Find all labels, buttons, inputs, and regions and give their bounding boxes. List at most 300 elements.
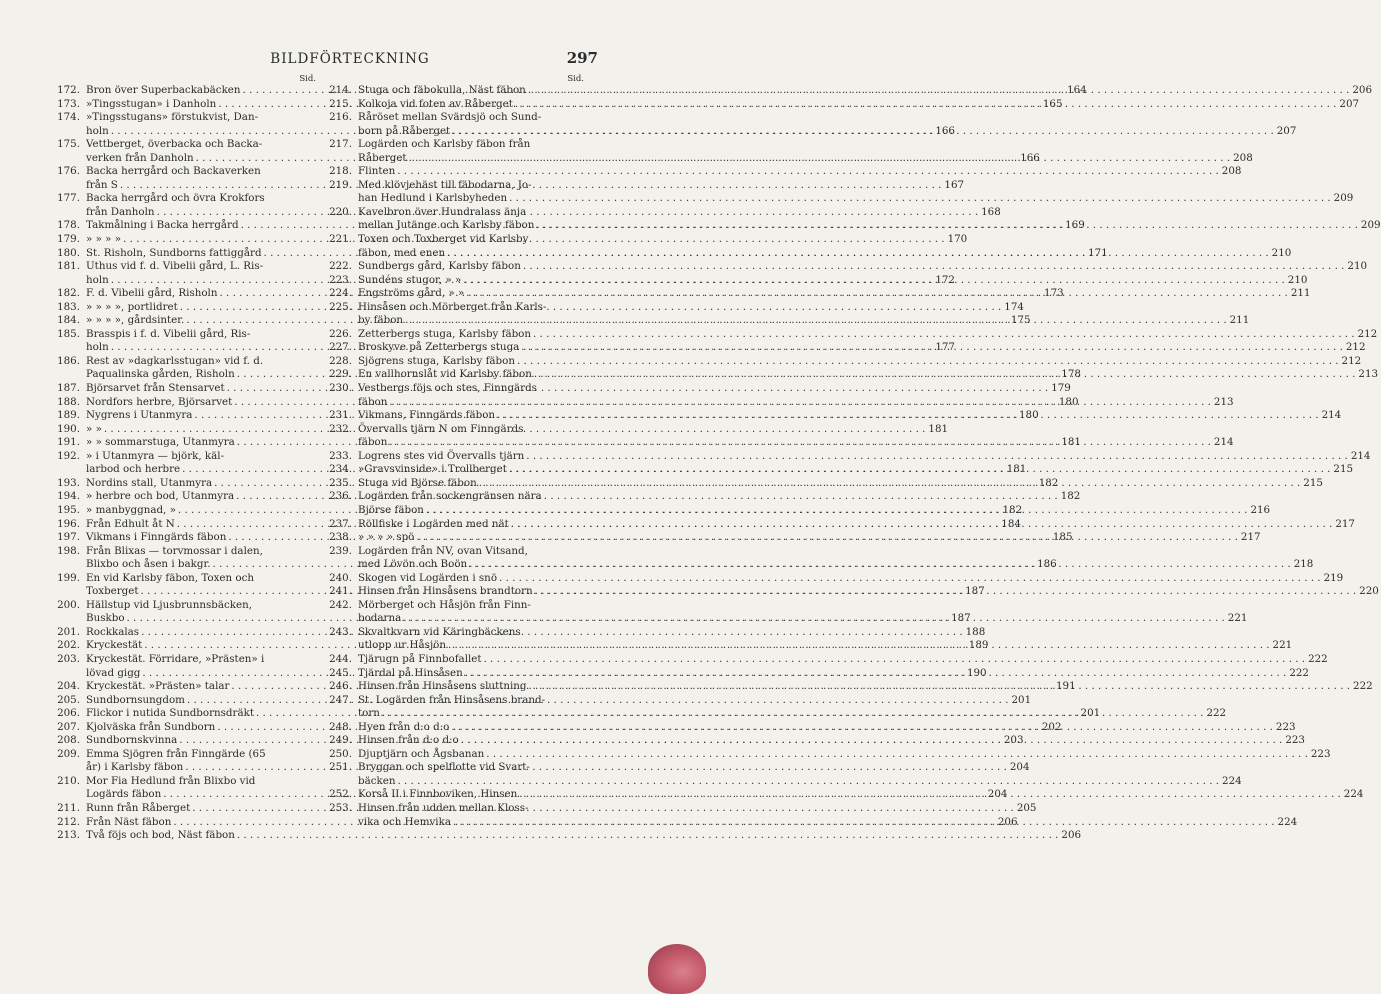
entry-number: 183.: [57, 300, 80, 313]
dot-leader: [395, 165, 1219, 179]
entry-text: verken från Danholn: [86, 151, 194, 164]
entry-page: 203: [1003, 734, 1024, 747]
entry-page: 224: [1343, 788, 1364, 801]
entry-page: 222: [1353, 680, 1373, 693]
entry-number: 172.: [57, 84, 80, 96]
entry-number: 178.: [57, 219, 80, 232]
entry-page: 223: [1275, 720, 1296, 733]
entry-text: Vikmans, Finngärds fäbon: [358, 409, 496, 422]
entry-number: 175.: [57, 138, 80, 151]
entry-text: Backa herrgård och Backaverken: [86, 165, 261, 178]
dot-leader: [183, 761, 1007, 775]
entry-number: 203.: [57, 652, 80, 665]
list-item: [329, 327, 1378, 342]
entry-text: Kryckestät. Förridare, »Prästen» i: [86, 652, 265, 665]
entry-number: 207.: [57, 720, 80, 733]
entry-page: 212: [1357, 327, 1378, 340]
entry-text: Skvaltkvarn vid Käringbäckens: [358, 625, 521, 638]
entry-page: 204: [1009, 761, 1030, 774]
entry-page: 213: [1213, 395, 1234, 408]
entry-number: 189.: [57, 409, 80, 422]
entry-page: 175: [1010, 314, 1031, 327]
entry-number: 213.: [57, 829, 80, 842]
entry-number: 230.: [329, 382, 352, 395]
entry-page: 182: [1002, 503, 1023, 516]
dot-leader: [450, 125, 1274, 139]
entry-number: 246.: [329, 680, 352, 693]
entry-page: 222: [1289, 666, 1309, 679]
entry-text: Brasspis i f. d. Vibelii gård, Ris-: [86, 327, 251, 340]
entry-number: 176.: [57, 165, 80, 178]
entry-text: Logärds fäbon: [86, 788, 162, 801]
entry-text: Björsarvet från Stensarvet: [86, 382, 225, 395]
entry-number: 219.: [329, 178, 352, 191]
entry-page: 224: [1277, 815, 1298, 828]
entry-number: 177.: [57, 192, 80, 205]
entry-text: Backa herrgård och övra Krokfors: [86, 192, 265, 205]
entry-number: 192.: [57, 449, 80, 462]
dot-leader: [185, 694, 1009, 708]
page-title: BILDFÖRTECKNING: [270, 51, 430, 67]
dot-leader: [446, 639, 1270, 653]
entry-number: 191.: [57, 436, 80, 449]
entry-number: 212.: [57, 815, 80, 828]
entry-number: 226.: [329, 327, 352, 340]
entry-text: Kryckestät: [86, 639, 143, 652]
entry-number: 211.: [57, 801, 80, 814]
entry-text: larbod och herbre: [86, 463, 181, 476]
entry-text: Uthus vid f. d. Vibelii gård, L. Ris-: [86, 260, 264, 273]
entry-page: 215: [1303, 476, 1323, 489]
entry-text: » » » » spö: [358, 531, 415, 544]
entry-text: » » » », portlidret: [86, 300, 178, 313]
entry-number: 223.: [329, 273, 352, 286]
entry-number: 251.: [329, 761, 352, 774]
entry-number: 253.: [329, 801, 352, 814]
entry-number: 174.: [57, 111, 80, 124]
entry-number: 195.: [57, 503, 80, 516]
entry-page: 201: [1011, 693, 1032, 706]
entry-page: 180: [1018, 409, 1039, 422]
entry-number: 215.: [329, 97, 352, 110]
entry-number: 229.: [329, 368, 352, 381]
entry-text: fäbon, med enen: [358, 246, 446, 259]
entry-text: Vikmans i Finngärds fäbon: [86, 531, 227, 544]
entry-page: 207: [1339, 97, 1360, 110]
entry-page: 187: [965, 585, 985, 598]
entry-page: 169: [1065, 219, 1085, 232]
entry-page: 211: [1229, 314, 1250, 327]
entry-page: 215: [1333, 463, 1354, 476]
entry-number: 182.: [57, 287, 80, 300]
entry-number: 194.: [57, 490, 80, 503]
entry-number: 235.: [329, 476, 352, 489]
entry-text: Kjolväska från Sundborn: [86, 720, 216, 733]
entry-page: 214: [1213, 436, 1234, 449]
entry-text: Logärden från sockengränsen nära: [358, 490, 542, 503]
entry-text: Korså II i Finnboviken, Hinsen: [358, 788, 518, 801]
entry-number: 238.: [329, 531, 352, 544]
entry-page: 180: [1058, 395, 1079, 408]
entry-page: 178: [1061, 368, 1081, 381]
entry-number: 244.: [329, 652, 352, 665]
entry-number: 210.: [57, 774, 80, 787]
entry-text: Djuptjärn och Ågsbanan: [358, 747, 485, 760]
entry-page: 181: [928, 422, 949, 435]
entry-text: Mor Fia Hedlund från Blixbo vid: [86, 774, 256, 787]
entry-text: Skogen vid Logärden i snö: [358, 571, 498, 584]
entry-text: »Gravsvinside» i Trollberget: [358, 463, 507, 476]
entry-text: » »: [86, 422, 102, 435]
entry-text: Röllfiske i Logärden med nät: [358, 517, 509, 530]
entry-page: 210: [1347, 260, 1368, 273]
entry-text: Övervalls tjärn N om Finngärds: [358, 422, 524, 435]
entry-number: 173.: [57, 97, 80, 110]
entry-text: Sundbornsungdom: [86, 693, 185, 706]
entry-text: Zetterbergs stuga, Karlsby fäbon: [358, 327, 532, 340]
dot-leader: [477, 477, 1301, 491]
list-item: [329, 165, 1242, 179]
list-item: [329, 571, 1344, 586]
entry-text: vika och Hemvika: [358, 815, 451, 828]
dot-leader: [407, 152, 1231, 166]
entry-text: St. Risholn, Sundborns fattiggård: [86, 246, 262, 259]
entry-number: 181.: [57, 260, 80, 273]
dot-leader: [532, 368, 1356, 382]
dot-leader: [484, 748, 1308, 762]
entry-text: » manbyggnad, »: [86, 503, 176, 516]
entry-text: Kolkoja vid foten av Råberget: [358, 97, 513, 110]
dot-leader: [380, 707, 1204, 721]
entry-page: 219: [1323, 571, 1344, 584]
entry-text: St. Logärden från Hinsåsens brand-: [358, 693, 546, 706]
dot-leader: [414, 531, 1238, 545]
entry-text: Nordins stall, Utanmyra: [86, 476, 213, 489]
entry-text: Toxen och Toxberget vid Karlsby: [358, 233, 529, 246]
entry-number: 186.: [57, 354, 80, 367]
entry-text: Hinsen från d:o d:o: [358, 734, 459, 747]
entry-number: 243.: [329, 625, 352, 638]
entry-page: 173: [1044, 287, 1064, 300]
entry-text: Sjögrens stuga, Karlsby fäbon: [358, 354, 515, 367]
entry-page: 212: [1345, 341, 1366, 354]
entry-page: 210: [1271, 246, 1292, 259]
entry-text: mellan Jutänge och Karlsby fäbon: [358, 219, 535, 232]
dot-leader: [507, 192, 1331, 206]
entry-number: 205.: [57, 693, 80, 706]
entry-text: Logärden från NV, ovan Vitsand,: [358, 544, 528, 557]
entry-number: 247.: [329, 693, 352, 706]
entry-number: 179.: [57, 233, 80, 246]
entry-text: Björse fäbon: [358, 503, 424, 516]
page-number: 297: [566, 49, 598, 67]
entry-number: 234.: [329, 463, 352, 476]
dot-leader: [424, 504, 1248, 518]
entry-text: utlopp ur Håsjön: [358, 639, 446, 652]
entry-text: lövad gigg: [86, 666, 141, 679]
entry-text: F. d. Vibelii gård, Risholn: [86, 287, 218, 300]
dot-leader: [387, 436, 1211, 450]
entry-page: 206: [997, 815, 1018, 828]
entry-page: 186: [1037, 558, 1057, 571]
entry-text: Från Edhult åt N: [86, 517, 175, 530]
entry-page: 210: [1287, 273, 1308, 286]
entry-text: Råröset mellan Svärdsjö och Sund-: [358, 111, 542, 124]
entry-text: från Danholn: [86, 205, 155, 218]
entry-number: 206.: [57, 707, 80, 720]
dot-leader: [235, 829, 1059, 843]
entry-page: 182: [1038, 476, 1059, 489]
entry-text: Råberget: [358, 151, 407, 164]
entry-number: 180.: [57, 246, 80, 259]
entry-text: Emma Sjögren från Finngärde (65: [86, 747, 266, 760]
dot-leader: [517, 788, 1341, 802]
entry-text: Toxberget: [86, 585, 139, 598]
dot-leader: [190, 802, 1014, 816]
entry-page: 221: [1227, 612, 1248, 625]
entry-page: 214: [1350, 449, 1371, 462]
entry-number: 252.: [329, 788, 352, 801]
entry-text: Nygrens i Utanmyra: [86, 409, 193, 422]
entry-text: Sundbornskvinna: [86, 734, 178, 747]
dot-leader: [178, 301, 1002, 315]
entry-text: Från Blixas — torvmossar i dalen,: [86, 544, 263, 557]
entry-text: Sundbergs gård, Karlsby fäbon: [358, 260, 521, 273]
entry-page: 216: [1250, 503, 1271, 516]
entry-text: holn: [86, 273, 109, 286]
entry-number: 209.: [57, 747, 80, 760]
entry-text: »Tingsstugan» i Danholn: [86, 97, 217, 110]
entry-number: 199.: [57, 571, 80, 584]
entry-page: 187: [951, 612, 971, 625]
entry-page: 170: [947, 233, 968, 246]
dot-leader: [395, 775, 1219, 789]
entry-text: Nordfors herbre, Björsarvet: [86, 395, 233, 408]
entry-text: Takmålning i Backa herrgård: [86, 219, 239, 232]
entry-page: 166: [935, 124, 955, 137]
dot-leader: [461, 274, 1285, 288]
entry-number: 222.: [329, 260, 352, 273]
entry-number: 239.: [329, 544, 352, 557]
entry-text: Blixbo och åsen i bakgr.: [86, 558, 211, 571]
entry-text: Rockkalas: [86, 625, 140, 638]
entry-page: 168: [981, 205, 1001, 218]
entry-page: 220: [1359, 585, 1379, 598]
entry-text: bodarna: [358, 612, 402, 625]
entry-text: Kavelbron över Hundralass änja: [358, 205, 527, 218]
entry-page: 222: [1308, 652, 1328, 665]
entry-text: Tjärdal på Hinsåsen: [358, 666, 463, 679]
entry-page: 172: [935, 273, 955, 286]
entry-text: med Lövön och Boön: [358, 558, 468, 571]
dot-leader: [507, 463, 1331, 477]
dot-leader: [531, 328, 1355, 342]
entry-text: han Hedlund i Karlsbyheden: [358, 192, 508, 205]
entry-number: 214.: [329, 84, 352, 96]
entry-text: Bryggan och spelflotte vid Svart-: [358, 761, 530, 774]
list-item: [329, 747, 1331, 762]
entry-page: 209: [1333, 192, 1354, 205]
dot-leader: [451, 816, 1275, 830]
dot-leader: [513, 98, 1337, 112]
entry-text: från S: [86, 178, 118, 191]
entry-text: Rest av »dagkarlsstugan» vid f. d.: [86, 354, 264, 367]
entry-number: 237.: [329, 517, 352, 530]
entry-text: » » » », gårdsinter.: [86, 314, 185, 327]
entry-text: holn: [86, 124, 109, 137]
entry-number: 196.: [57, 517, 80, 530]
entry-number: 187.: [57, 382, 80, 395]
entry-text: En vid Karlsby fäbon, Toxen och: [86, 571, 254, 584]
entry-text: Runn från Råberget: [86, 801, 191, 814]
entry-number: 200.: [57, 598, 80, 611]
dot-leader: [524, 450, 1348, 464]
entry-page: 214: [1321, 409, 1342, 422]
dot-leader: [449, 721, 1273, 735]
entry-number: 248.: [329, 720, 352, 733]
entry-text: Paqualinska gården, Risholn: [86, 368, 235, 381]
entry-page: 212: [1341, 354, 1362, 367]
entry-page: 179: [1051, 382, 1071, 395]
entry-page: 171: [1088, 246, 1108, 259]
entry-text: Buskbo: [86, 612, 125, 625]
entry-text: Sundéns stugor, » »: [358, 273, 462, 286]
entry-text: Vestbergs föjs och stes, Finngärds: [358, 382, 537, 395]
entry-number: 236.: [329, 490, 352, 503]
entry-page: 174: [1004, 300, 1024, 313]
entry-page: 165: [1042, 97, 1063, 110]
entry-page: 190: [966, 666, 987, 679]
entry-page: 217: [1240, 531, 1261, 544]
entry-number: 249.: [329, 734, 352, 747]
entry-text: Hinsen från Hinsåsens brandtorn: [358, 585, 533, 598]
entry-number: 231.: [329, 409, 352, 422]
entry-number: 227.: [329, 341, 352, 354]
entry-page: 167: [944, 178, 965, 191]
entry-number: 198.: [57, 544, 80, 557]
thumb-finger: [648, 944, 706, 994]
entry-page: 206: [1352, 84, 1373, 96]
dot-leader: [533, 585, 1357, 599]
entry-number: 185.: [57, 327, 80, 340]
entry-text: Vettberget, överbacka och Backa-: [86, 138, 263, 151]
entry-text: Från Näst fäbon: [86, 815, 172, 828]
list-item: [329, 652, 1328, 667]
entry-text: Hällstup vid Ljusbrunnsbäcken,: [86, 598, 252, 611]
dot-leader: [534, 219, 1358, 233]
entry-page: 223: [1285, 734, 1305, 747]
entry-number: 208.: [57, 734, 80, 747]
entry-text: fäbon: [358, 436, 388, 449]
entry-text: Hyen från d:o d:o: [358, 720, 450, 733]
dot-leader: [387, 396, 1211, 410]
entry-page: 224: [1222, 774, 1242, 787]
entry-page: 181: [1061, 436, 1081, 449]
sid-label: Sid.: [299, 74, 316, 84]
entry-text: Hinsen från udden mellan Kloss-: [358, 801, 529, 814]
entry-number: 242.: [329, 598, 352, 611]
list-item: [57, 829, 1082, 843]
entry-text: Flickor i nutida Sundbornsdräkt: [86, 707, 254, 720]
entry-page: 211: [1290, 287, 1311, 300]
entry-text: år) i Karlsby fäbon: [86, 761, 184, 774]
entry-text: » » » »: [86, 233, 122, 246]
entry-text: » herbre och bod, Utanmyra: [86, 490, 235, 503]
entry-text: Med klövjehäst till fäbodarna, Jo-: [358, 178, 532, 191]
dot-leader: [401, 612, 1225, 626]
entry-text: torn: [358, 707, 380, 720]
entry-text: Kryckestät. »Prästen» talar: [86, 680, 230, 693]
entry-page: 222: [1206, 707, 1227, 720]
entry-number: 233.: [329, 449, 352, 462]
entry-page: 207: [1276, 124, 1297, 137]
entry-page: 206: [1061, 829, 1082, 842]
entry-text: » i Utanmyra — björk, käl-: [86, 449, 225, 462]
dot-leader: [497, 572, 1321, 586]
entry-text: holn: [86, 341, 109, 354]
entry-number: 197.: [57, 531, 80, 544]
entry-number: 240.: [329, 571, 352, 584]
entry-page: 204: [987, 788, 1008, 801]
entry-number: 241.: [329, 585, 352, 598]
entry-number: 221.: [329, 233, 352, 246]
entry-number: 224.: [329, 287, 352, 300]
entry-page: 218: [1293, 558, 1314, 571]
dot-leader: [509, 518, 1333, 532]
entry-page: 201: [1080, 707, 1101, 720]
list-item: [329, 449, 1371, 464]
entry-number: 193.: [57, 476, 80, 489]
dot-leader: [482, 653, 1306, 667]
dot-leader: [495, 409, 1319, 423]
entry-text: Stuga vid Björse fäbon: [358, 476, 477, 489]
entry-page: 164: [1067, 84, 1087, 96]
entry-page: 191: [1055, 680, 1076, 693]
entry-page: 205: [1016, 801, 1037, 814]
entry-number: 220.: [329, 205, 352, 218]
entry-page: 177: [935, 341, 955, 354]
entry-text: Broskyve på Zetterbergs stuga: [358, 341, 520, 354]
dot-leader: [459, 734, 1283, 748]
dot-leader: [463, 667, 1287, 681]
entry-text: Flinten: [358, 165, 396, 178]
entry-number: 250.: [329, 747, 352, 760]
sid-label: Sid.: [567, 74, 584, 84]
entry-page: 185: [1052, 531, 1073, 544]
entry-number: 228.: [329, 354, 352, 367]
dot-leader: [445, 247, 1269, 261]
dot-leader: [515, 355, 1339, 369]
dot-leader: [527, 680, 1351, 694]
entry-text: »Tingsstugans» förstukvist, Dan-: [86, 111, 259, 124]
entry-text: by fäbon: [358, 314, 404, 327]
entry-text: Bron över Superbackabäcken: [86, 84, 241, 96]
entry-text: fäbon: [358, 395, 388, 408]
entry-text: Logärden och Karlsby fäbon från: [358, 138, 531, 151]
entry-text: Två föjs och bod, Näst fäbon: [86, 829, 235, 842]
list-item: [329, 260, 1368, 274]
entry-text: Logrens stes vid Övervalls tjärn: [358, 449, 525, 462]
entry-number: 202.: [57, 639, 80, 652]
entry-text: » » sommarstuga, Utanmyra: [86, 436, 235, 449]
entry-text: Mörberget och Håsjön från Finn-: [358, 598, 531, 611]
entry-number: 245.: [329, 666, 352, 679]
entry-page: 221: [1272, 639, 1293, 652]
entry-page: 181: [1006, 463, 1027, 476]
dot-leader: [464, 287, 1288, 301]
entry-page: 166: [1020, 151, 1040, 164]
entry-page: 213: [1358, 368, 1379, 381]
